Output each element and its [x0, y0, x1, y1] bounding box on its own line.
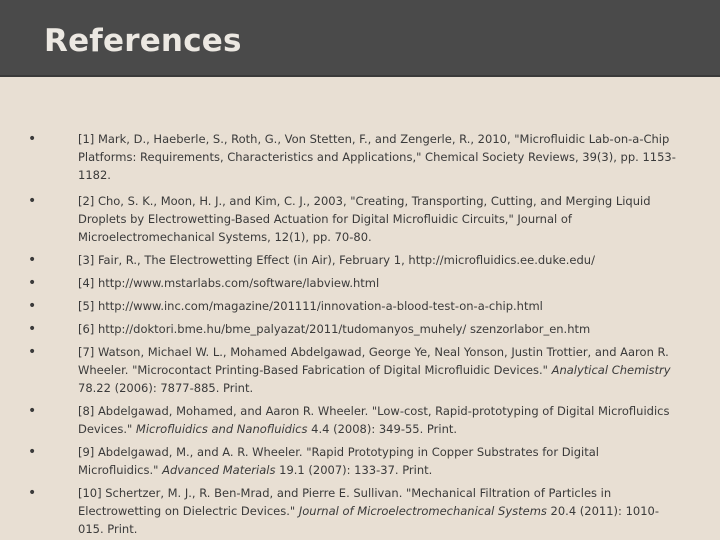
reference-item — [28, 484, 683, 538]
reference-item — [28, 443, 683, 479]
bullet-icon: • — [28, 321, 37, 337]
bullet-icon: • — [28, 252, 37, 268]
bullet-icon: • — [28, 275, 37, 291]
reference-text: [10] Schertzer, M. J., R. Ben-Mrad, and Pierre E. Sullivan. "Mechanical Filtration of Particles in Electrowetting on Dielectric Devices." Journal of Microelectromechanical Systems 20.4 (2011): 1010-015. Print. — [78, 486, 659, 536]
bullet-icon: • — [28, 485, 37, 501]
reference-item — [28, 402, 683, 438]
bullet-icon: • — [28, 131, 37, 147]
reference-item — [28, 130, 683, 184]
reference-item — [28, 343, 683, 397]
bullet-icon: • — [28, 403, 37, 419]
reference-text: [3] Fair, R., The Electrowetting Effect (in Air), February 1, http://microfluidics.ee.duke.edu/ — [78, 253, 595, 267]
reference-link[interactable]: [6] http://doktori.bme.hu/bme_palyazat/2011/tudomanyos_muhely/ szenzorlabor_en.htm — [78, 322, 591, 336]
reference-item — [28, 274, 683, 292]
slide-title: References — [44, 23, 242, 59]
reference-text: [7] Watson, Michael W. L., Mohamed Abdelgawad, George Ye, Neal Yonson, Justin Trottier, and Aaron R. Wheeler. "Microcontact Printing-Based Fabrication of Digital Microfluidic Devices." Analytical Chemistry 78.22 (2006): 7877-885. Print. — [78, 345, 671, 395]
reference-text: [1] Mark, D., Haeberle, S., Roth, G., Von Stetten, F., and Zengerle, R., 2010, "Microfluidic Lab-on-a-Chip Platforms: Requirements, Characteristics and Applications," Chemical Society Reviews, 39(3), pp. 1153-1182. — [78, 132, 676, 182]
journal-title: Journal of Microelectromechanical Systems — [298, 504, 547, 518]
reference-text: [2] Cho, S. K., Moon, H. J., and Kim, C. J., 2003, "Creating, Transporting, Cutting, and Merging Liquid Droplets by Electrowetting-Based Actuation for Digital Microfluidic Circuits," Journal of Microelectromechanical Systems, 12(1), pp. 70-80. — [78, 194, 651, 244]
reference-item — [28, 251, 683, 269]
journal-title: Analytical Chemistry — [551, 363, 671, 377]
journal-title: Advanced Materials — [162, 463, 276, 477]
reference-link[interactable]: [5] http://www.inc.com/magazine/201111/innovation-a-blood-test-on-a-chip.html — [78, 299, 543, 313]
reference-item — [28, 320, 683, 338]
reference-text: [8] Abdelgawad, Mohamed, and Aaron R. Wheeler. "Low-cost, Rapid-prototyping of Digital Microfluidics Devices." Microfluidics and Nanofluidics 4.4 (2008): 349-55. Print. — [78, 404, 670, 436]
bullet-icon: • — [28, 193, 37, 209]
bullet-icon: • — [28, 298, 37, 314]
journal-title: Microfluidics and Nanofluidics — [135, 422, 308, 436]
bullet-icon: • — [28, 444, 37, 460]
reference-text: [9] Abdelgawad, M., and A. R. Wheeler. "Rapid Prototyping in Copper Substrates for Digital Microfluidics." Advanced Materials 19.1 (2007): 133-37. Print. — [78, 445, 599, 477]
reference-link[interactable]: [4] http://www.mstarlabs.com/software/labview.html — [78, 276, 380, 290]
bullet-icon: • — [28, 344, 37, 360]
reference-item — [28, 297, 683, 315]
reference-item — [28, 192, 683, 246]
